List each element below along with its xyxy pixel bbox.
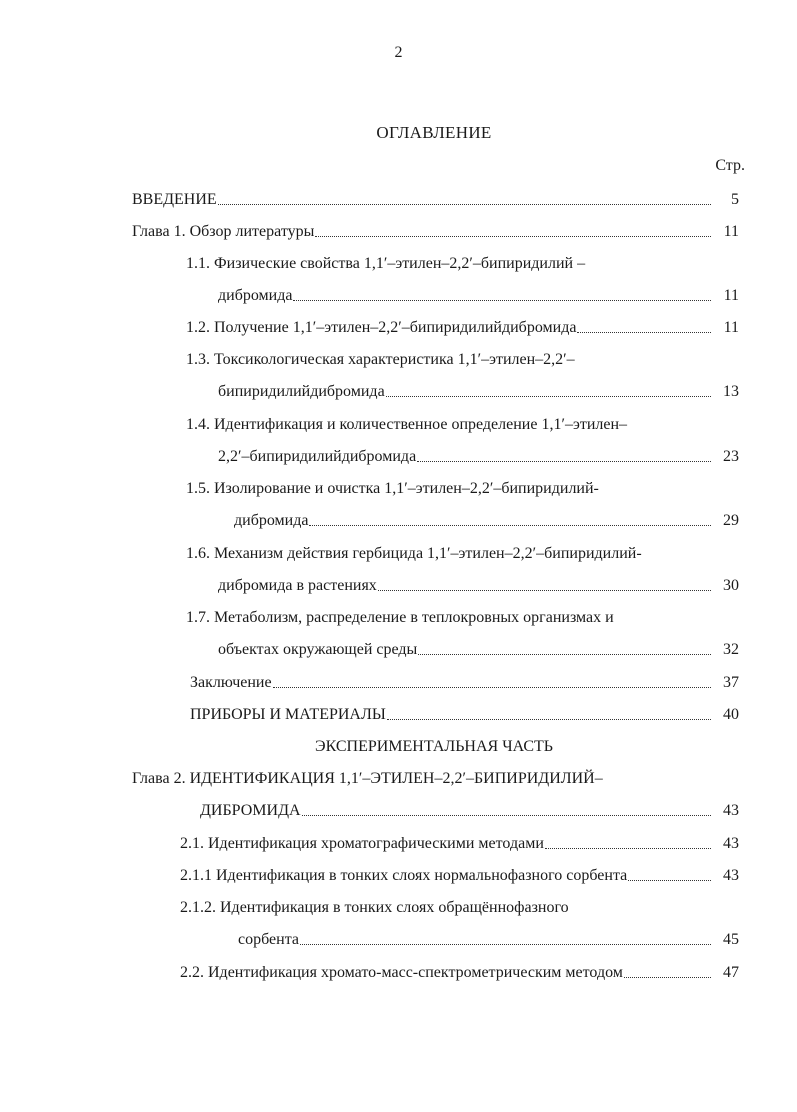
toc-entry-label: 2.1.1 Идентификация в тонких слоях нормальнофазного сорбента	[180, 867, 628, 884]
toc-entry-1-3[interactable]	[218, 382, 739, 402]
toc-entry-page: 40	[723, 706, 739, 723]
toc-entry-2-1-2[interactable]	[238, 930, 739, 950]
page-column-header: Стр.	[715, 157, 745, 174]
dot-leader	[300, 944, 711, 945]
toc-entry-page: 11	[723, 223, 739, 240]
experimental-part-heading: ЭКСПЕРИМЕНТАЛЬНАЯ ЧАСТЬ	[315, 738, 553, 755]
toc-entry-label: ДИБРОМИДА	[200, 802, 301, 819]
toc-entry-chapter-2[interactable]	[200, 801, 739, 821]
dot-leader	[218, 204, 711, 205]
toc-entry-page: 30	[723, 577, 739, 594]
dot-leader	[418, 654, 711, 655]
toc-entry-1-4[interactable]	[218, 447, 739, 467]
dot-leader	[417, 461, 711, 462]
toc-entry-page: 5	[731, 191, 739, 208]
toc-entry-page: 11	[723, 319, 739, 336]
toc-entry-page: 11	[723, 287, 739, 304]
toc-entry-label: Глава 1. Обзор литературы	[132, 223, 315, 240]
toc-entry-label: 2.2. Идентификация хромато-масс-спектрометрическим методом	[180, 964, 623, 981]
dot-leader	[545, 848, 711, 849]
toc-entry-1-2[interactable]	[186, 318, 739, 338]
toc-entry-page: 43	[723, 835, 739, 852]
toc-entry-1-3-line1[interactable]: 1.3. Токсикологическая характеристика 1,1′–этилен–2,2′–	[186, 351, 575, 368]
toc-entry-conclusion[interactable]	[190, 673, 739, 693]
toc-entry-2-2[interactable]	[180, 963, 739, 983]
toc-entry-label: дибромида	[234, 512, 309, 529]
dot-leader	[624, 977, 711, 978]
toc-entry-page: 13	[723, 383, 739, 400]
toc-entry-1-6-line1[interactable]: 1.6. Механизм действия гербицида 1,1′–этилен–2,2′–бипиридилий-	[186, 545, 642, 562]
toc-entry-label: 2,2′–бипиридилийдибромида	[218, 448, 417, 465]
toc-entry-1-5-line1[interactable]: 1.5. Изолирование и очистка 1,1′–этилен–2,2′–бипиридилий-	[186, 480, 599, 497]
toc-entry-1-1[interactable]	[218, 286, 739, 306]
toc-entry-chapter-2-line1[interactable]: Глава 2. ИДЕНТИФИКАЦИЯ 1,1′–ЭТИЛЕН–2,2′–БИПИРИДИЛИЙ–	[132, 770, 603, 787]
dot-leader	[628, 880, 711, 881]
dot-leader	[293, 300, 711, 301]
toc-entry-2-1-2-line1[interactable]: 2.1.2. Идентификация в тонких слоях обращённофазного	[180, 899, 569, 916]
toc-entry-materials[interactable]	[190, 705, 739, 725]
toc-entry-label: сорбента	[238, 931, 299, 948]
dot-leader	[577, 332, 711, 333]
toc-entry-label: бипиридилийдибромида	[218, 383, 385, 400]
toc-entry-page: 43	[723, 802, 739, 819]
dot-leader	[386, 396, 711, 397]
toc-entry-2-1-1[interactable]	[180, 866, 739, 886]
toc-entry-1-6[interactable]	[218, 576, 739, 596]
toc-title: ОГЛАВЛЕНИЕ	[376, 123, 492, 142]
toc-entry-label: дибромида в растениях	[218, 577, 377, 594]
toc-entry-intro[interactable]	[132, 190, 739, 210]
dot-leader	[273, 687, 711, 688]
toc-entry-label: объектах окружающей среды	[218, 641, 418, 658]
dot-leader	[315, 236, 711, 237]
toc-entry-page: 37	[723, 674, 739, 691]
toc-entry-label: 2.1. Идентификация хроматографическими методами	[180, 835, 544, 852]
toc-entry-page: 45	[723, 931, 739, 948]
dot-leader	[387, 719, 711, 720]
toc-entry-page: 23	[723, 448, 739, 465]
toc-entry-1-5[interactable]	[234, 511, 739, 531]
toc-entry-page: 43	[723, 867, 739, 884]
toc-entry-1-7[interactable]	[218, 640, 739, 660]
toc-entry-chapter-1[interactable]	[132, 222, 739, 242]
toc-entry-1-1-line1[interactable]: 1.1. Физические свойства 1,1′–этилен–2,2′–бипиридилий –	[186, 255, 586, 272]
dot-leader	[309, 525, 711, 526]
page-number: 2	[394, 44, 403, 61]
toc-entry-label: Заключение	[190, 674, 272, 691]
toc-entry-label: ВВЕДЕНИЕ	[132, 191, 217, 208]
toc-entry-1-7-line1[interactable]: 1.7. Метаболизм, распределение в теплокровных организмах и	[186, 609, 614, 626]
toc-entry-2-1[interactable]	[180, 834, 739, 854]
toc-entry-label: ПРИБОРЫ И МАТЕРИАЛЫ	[190, 706, 386, 723]
dot-leader	[302, 815, 711, 816]
toc-entry-label: дибромида	[218, 287, 293, 304]
toc-entry-page: 32	[723, 641, 739, 658]
toc-entry-page: 47	[723, 964, 739, 981]
dot-leader	[378, 590, 711, 591]
toc-entry-page: 29	[723, 512, 739, 529]
toc-entry-label: 1.2. Получение 1,1′–этилен–2,2′–бипиридилийдибромида	[186, 319, 577, 336]
toc-entry-1-4-line1[interactable]: 1.4. Идентификация и количественное определение 1,1′–этилен–	[186, 416, 628, 433]
